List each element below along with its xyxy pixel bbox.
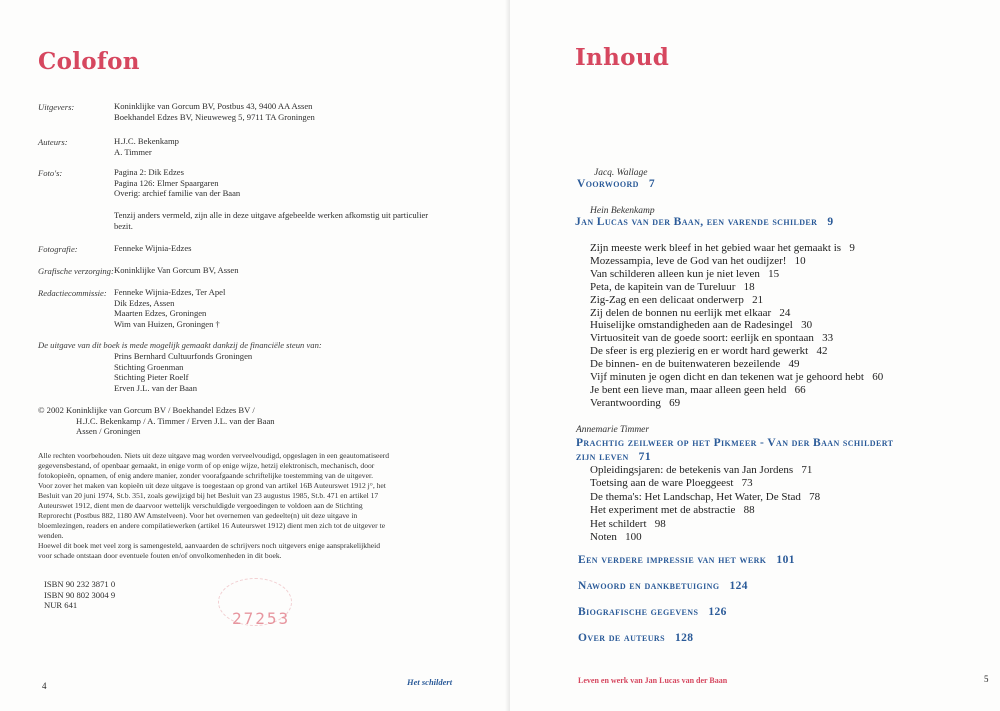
- toc-item[interactable]: [590, 332, 883, 345]
- toc-item-title: Opleidingsjaren: de betekenis van Jan Jordens: [590, 464, 794, 476]
- toc-item-page: 15: [768, 267, 780, 280]
- label-graphic-design: Grafische verzorging:: [38, 266, 114, 276]
- rights-line: fotokopieën, opnamen, of enig andere manier, zonder voorafgaande schriftelijke toestemming van de uitgever.: [38, 471, 373, 480]
- toc-section-page: 7: [648, 178, 656, 190]
- colofon-title: Colofon: [38, 48, 140, 75]
- toc-item-title: Virtuositeit van de goede soort: eerlijk en spontaan: [590, 332, 814, 345]
- rights-line: Reprorecht (Postbus 882, 1180 AW Amstelveen). Voor het overnemen van gedeelte(n) uit deze uitgave in: [38, 511, 358, 520]
- toc-section-title: Jan Lucas van der Baan, een varende schilder: [575, 216, 818, 228]
- toc-section-auteurs[interactable]: [578, 632, 693, 644]
- toc-item[interactable]: [590, 268, 883, 281]
- toc-section-title: zijn leven: [576, 451, 629, 463]
- photo-line: Pagina 126: Elmer Spaargaren: [114, 177, 219, 188]
- toc-item[interactable]: [590, 255, 883, 268]
- publisher-line: Koninklijke van Gorcum BV, Postbus 43, 9400 AA Assen: [114, 101, 313, 111]
- toc-item-title: Zij delen de bonnen nu eerlijk met elkaar: [590, 306, 772, 319]
- toc-item[interactable]: [590, 242, 883, 255]
- toc-item-page: 24: [779, 306, 791, 319]
- toc-section-page: 126: [708, 606, 727, 618]
- label-editorial-committee: Redactiecommissie:: [38, 288, 107, 298]
- rights-line: Hoewel dit boek met veel zorg is samengesteld, aanvaarden de schrijvers noch uitgevers enige aansprakelijkheid: [38, 541, 381, 550]
- contents-title: Inhoud: [575, 44, 670, 71]
- toc-item-title: Zig-Zag en een delicaat onderwerp: [590, 293, 744, 306]
- rights-line: Besluit van 20 juni 1974, St.b. 351, zoals gewijzigd bij het Besluit van 23 augustus 1985, St.b. 471 en artikel 17: [38, 491, 379, 500]
- photography-value: Fenneke Wijnia-Edzes: [114, 243, 192, 253]
- copyright-line: Assen / Groningen: [76, 426, 141, 437]
- toc-item[interactable]: [590, 345, 883, 358]
- toc-item[interactable]: [590, 281, 883, 294]
- toc-items-timmer: [590, 464, 820, 544]
- toc-item-page: 30: [801, 319, 813, 332]
- photo-note: [114, 210, 428, 231]
- committee-line: Wim van Huizen, Groningen †: [114, 318, 220, 329]
- committee-line: Maarten Edzes, Groningen: [114, 308, 207, 319]
- author-line: H.J.C. Bekenkamp: [114, 136, 179, 146]
- toc-author: Annemarie Timmer: [576, 425, 650, 435]
- copyright-block: [38, 405, 275, 437]
- label-photos: Foto's:: [38, 168, 63, 178]
- toc-item-title: Je bent een lieve man, maar alleen geen held: [590, 383, 787, 396]
- toc-item-title: De thema's: Het Landschap, Het Water, De Stad: [590, 490, 801, 503]
- graphic-design-value: Koninklijke Van Gorcum BV, Assen: [114, 265, 239, 275]
- toc-section-biografische[interactable]: [578, 606, 727, 618]
- rights-line: gegevensbestand, of openbaar gemaakt, in enige vorm of op enige wijze, hetzij elektronisch, mechanisch, door: [38, 461, 375, 470]
- toc-item-title: Huiselijke omstandigheden aan de Radesingel: [590, 319, 793, 332]
- isbn-block: [44, 579, 115, 611]
- toc-item-page: 18: [743, 280, 755, 293]
- supporters-list: [114, 351, 252, 393]
- support-intro: De uitgave van dit boek is mede mogelijk gemaakt dankzij de financiële steun van:: [38, 340, 322, 350]
- copyright-line: © 2002 Koninklijke van Gorcum BV / Boekhandel Edzes BV /: [38, 405, 255, 415]
- toc-section-varende-schilder[interactable]: [575, 216, 833, 228]
- rights-line: bloemlezingen, readers en andere compilatiewerken (artikel 16 Auteurswet 1912) dient men zich tot de uitgever te: [38, 521, 386, 530]
- toc-item-page: 88: [743, 504, 755, 517]
- rights-line: Auteurswet 1912, dient men de daarvoor wettelijk verschuldigde vergoedingen te voldoen aan de Stichting: [38, 501, 363, 510]
- toc-item-page: 33: [822, 332, 834, 345]
- photo-note-line: bezit.: [114, 220, 133, 231]
- toc-item-page: 66: [794, 383, 806, 396]
- toc-item-page: 73: [741, 477, 753, 490]
- toc-item-page: 10: [794, 254, 806, 267]
- toc-section-page: 101: [776, 554, 795, 566]
- toc-section-title: Nawoord en dankbetuiging: [578, 580, 720, 592]
- supporter-line: Erven J.L. van der Baan: [114, 382, 198, 393]
- toc-section-title: Voorwoord: [577, 178, 639, 190]
- toc-section-pikmeer[interactable]: [576, 436, 893, 464]
- toc-item[interactable]: [590, 518, 820, 531]
- toc-item[interactable]: [590, 491, 820, 504]
- toc-item-title: Verantwoording: [590, 396, 661, 409]
- toc-item[interactable]: [590, 464, 820, 477]
- library-stamp-number: 27253: [232, 609, 291, 628]
- toc-section-page: 9: [827, 216, 834, 228]
- toc-item-title: Noten: [590, 531, 617, 544]
- rights-line: Voor zover het maken van kopieën uit deze uitgave is toegestaan op grond van artikel 16B Auteurswet 1912 j°, het: [38, 481, 386, 490]
- label-photography: Fotografie:: [38, 244, 78, 254]
- toc-item-page: 9: [849, 242, 855, 254]
- rights-text: [38, 451, 389, 561]
- toc-item-page: 78: [809, 490, 821, 503]
- toc-item-page: 71: [801, 464, 813, 476]
- rights-line: voor schade ontstaan door eventuele fouten en/of onvolkomenheden in dit boek.: [38, 551, 282, 560]
- toc-item-title: Het schildert: [590, 517, 647, 530]
- toc-section-page: 128: [674, 632, 694, 644]
- editorial-committee-value: [114, 287, 225, 329]
- label-authors: Auteurs:: [38, 137, 68, 147]
- toc-item-page: 42: [816, 345, 828, 358]
- publisher-line: Boekhandel Edzes BV, Nieuweweg 5, 9711 TA Groningen: [114, 111, 315, 122]
- toc-item-title: De sfeer is erg plezierig en er wordt hard gewerkt: [590, 345, 809, 358]
- toc-item[interactable]: [590, 397, 883, 410]
- toc-item[interactable]: [590, 531, 820, 544]
- toc-author: Jacq. Wallage: [594, 168, 648, 178]
- photo-line: Pagina 2: Dik Edzes: [114, 167, 184, 177]
- nur-line: NUR 641: [44, 600, 78, 611]
- toc-item-page: 69: [669, 396, 681, 409]
- toc-item[interactable]: [590, 358, 883, 371]
- right-page-contents: [510, 0, 1000, 711]
- toc-item[interactable]: [590, 319, 883, 332]
- toc-item-title: Van schilderen alleen kun je niet leven: [590, 267, 760, 280]
- isbn-line: ISBN 90 802 3004 9: [44, 589, 116, 600]
- left-running-footer: Het schildert: [407, 677, 453, 687]
- toc-item-title: Mozessampia, leve de God van het oudijzer!: [590, 254, 787, 267]
- left-page-number: 4: [42, 681, 47, 691]
- toc-section-title: Over de auteurs: [578, 632, 665, 644]
- toc-item[interactable]: [590, 504, 820, 517]
- supporter-line: Prins Bernhard Cultuurfonds Groningen: [114, 351, 253, 361]
- publishers-value: [114, 101, 315, 122]
- toc-item-title: Zijn meeste werk bleef in het gebied waar het gemaakt is: [590, 242, 842, 254]
- toc-item-title: De binnen- en de buitenwateren bezeilende: [590, 358, 781, 371]
- authors-value: [114, 136, 179, 157]
- author-line: A. Timmer: [114, 146, 152, 157]
- photo-note-line: Tenzij anders vermeld, zijn alle in deze uitgave afgebeelde werken afkomstig uit particulier: [114, 210, 429, 220]
- photo-line: Overig: archief familie van der Baan: [114, 188, 241, 199]
- toc-item-page: 49: [788, 358, 800, 371]
- toc-section-title: Een verdere impressie van het werk: [578, 554, 767, 566]
- toc-section-title: Prachtig zeilweer op het Pikmeer - Van der Baan schildert: [576, 437, 894, 449]
- toc-item[interactable]: [590, 294, 883, 307]
- right-page-number: 5: [984, 674, 989, 684]
- rights-line: wenden.: [38, 531, 64, 540]
- toc-item[interactable]: [590, 477, 820, 490]
- toc-item-page: 100: [625, 531, 642, 544]
- isbn-line: ISBN 90 232 3871 0: [44, 579, 116, 589]
- toc-item-page: 60: [872, 371, 884, 384]
- toc-item[interactable]: [590, 307, 883, 320]
- right-running-footer: Leven en werk van Jan Lucas van der Baan: [578, 676, 728, 685]
- toc-section-impressie[interactable]: [578, 554, 795, 566]
- toc-item-title: Het experiment met de abstractie: [590, 504, 736, 517]
- toc-item-title: Toetsing aan de ware Ploeggeest: [590, 477, 734, 490]
- toc-item-title: Peta, de kapitein van de Tureluur: [590, 280, 736, 293]
- photos-value: [114, 167, 240, 199]
- toc-item-page: 21: [752, 293, 764, 306]
- toc-item[interactable]: [590, 371, 883, 384]
- committee-line: Dik Edzes, Assen: [114, 297, 175, 308]
- toc-items-bekenkamp: [590, 242, 883, 410]
- toc-section-title: Biografische gegevens: [578, 606, 699, 618]
- toc-section-page: 71: [638, 451, 651, 463]
- toc-item-title: Vijf minuten je ogen dicht en dan tekenen wat je gehoord hebt: [590, 371, 864, 384]
- toc-item[interactable]: [590, 384, 883, 397]
- copyright-line: H.J.C. Bekenkamp / A. Timmer / Erven J.L. van der Baan: [76, 415, 275, 426]
- toc-section-page: 124: [729, 580, 748, 592]
- supporter-line: Stichting Groenman: [114, 361, 184, 372]
- toc-item-page: 98: [654, 517, 666, 530]
- toc-section-nawoord[interactable]: [578, 580, 748, 592]
- label-publishers: Uitgevers:: [38, 102, 75, 112]
- committee-line: Fenneke Wijnia-Edzes, Ter Apel: [114, 287, 226, 297]
- rights-line: Alle rechten voorbehouden. Niets uit deze uitgave mag worden verveelvoudigd, opgeslagen in een geautomatiseerd: [38, 451, 390, 460]
- toc-section-voorwoord[interactable]: [577, 178, 655, 190]
- supporter-line: Stichting Pieter Roelf: [114, 372, 189, 383]
- toc-author: Hein Bekenkamp: [590, 206, 655, 216]
